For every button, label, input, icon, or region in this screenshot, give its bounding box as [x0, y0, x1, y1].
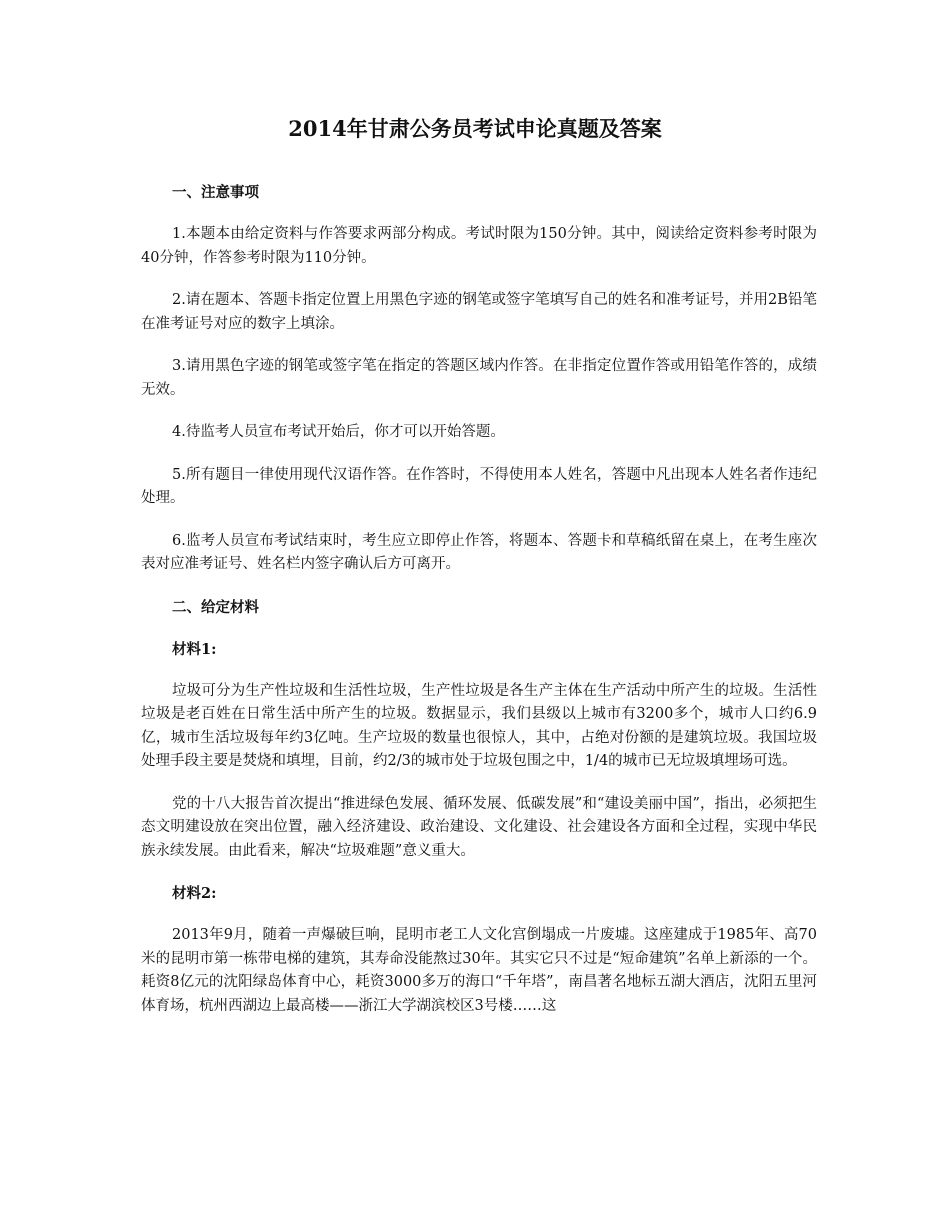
section-heading-materials: 二、给定材料 — [172, 598, 259, 616]
document-title: 2014年甘肃公务员考试申论真题及答案 — [288, 116, 662, 141]
material-1-paragraph-2: 党的十八大报告首次提出“推进绿色发展、循环发展、低碳发展”和“建设美丽中国”，指出，必须把生态文明建设放在突出位置，融入经济建设、政治建设、文化建设、社会建设各方面和全过程，实现中华民族永续发展。由此看来，解决“垃圾难题”意义重大。 — [141, 795, 817, 859]
notice-item-3: 3.请用黑色字迹的钢笔或签字笔在指定的答题区域内作答。在非指定位置作答或用铅笔作答的，成绩无效。 — [141, 358, 817, 398]
section-heading-notes: 一、注意事项 — [172, 184, 259, 201]
material-1-paragraph-1: 垃圾可分为生产性垃圾和生活性垃圾，生产性垃圾是各生产主体在生产活动中所产生的垃圾。生活性垃圾是老百姓在日常生活中所产生的垃圾。数据显示，我们县级以上城市有3200多个，城市人口约6.9亿，城市生活垃圾每年约3亿吨。生产垃圾的数量也很惊人，其中，占绝对份额的是建筑垃圾。我国垃圾处理手段主要是焚烧和填埋，目前，约2/3的城市处于垃圾包围之中，1/4的城市已无垃圾填埋场可选。 — [141, 682, 817, 769]
notice-item-5: 5.所有题目一律使用现代汉语作答。在作答时，不得使用本人姓名，答题中凡出现本人姓名者作违纪处理。 — [141, 466, 817, 506]
document-body — [141, 181, 817, 1037]
notice-item-6: 6.监考人员宣布考试结束时，考生应立即停止作答，将题本、答题卡和草稿纸留在桌上，在考生座次表对应准考证号、姓名栏内签字确认后方可离开。 — [141, 532, 817, 572]
notice-item-1: 1.本题本由给定资料与作答要求两部分构成。考试时限为150分钟。其中，阅读给定资料参考时限为40分钟，作答参考时限为110分钟。 — [141, 226, 817, 266]
notice-item-4: 4.待监考人员宣布考试开始后，你才可以开始答题。 — [172, 424, 505, 440]
material-2-paragraph-1: 2013年9月，随着一声爆破巨响，昆明市老工人文化宫倒塌成一片废墟。这座建成于1985年、高70米的昆明市第一栋带电梯的建筑，其寿命没能熬过30年。其实它只不过是“短命建筑”名单上新添的一个。耗资8亿元的沈阳绿岛体育中心，耗资3000多万的海口“千年塔”，南昌著名地标五湖大酒店，沈阳五里河体育场，杭州西湖边上最高楼——浙江大学湖滨校区3号楼……这 — [141, 927, 817, 1014]
notice-item-2: 2.请在题本、答题卡指定位置上用黑色字迹的钢笔或签字笔填写自己的姓名和准考证号，并用2B铅笔在准考证号对应的数字上填涂。 — [141, 292, 817, 332]
material-1-label: 材料1: — [172, 640, 217, 658]
material-2-label: 材料2: — [172, 885, 217, 902]
